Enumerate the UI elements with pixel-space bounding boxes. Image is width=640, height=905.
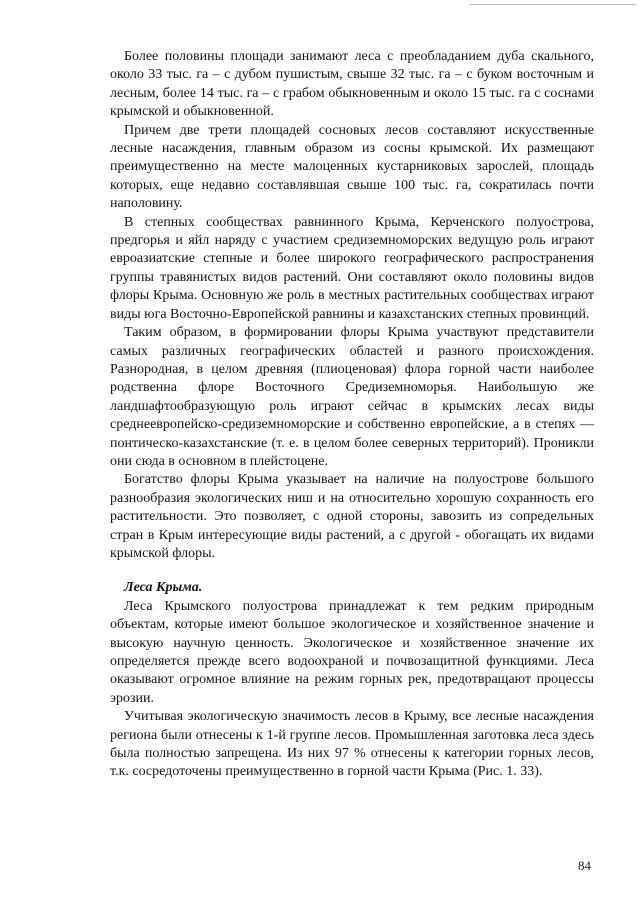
top-edge-rule xyxy=(470,4,636,5)
paragraph-oak-forests: Более половины площади занимают леса с преобладанием дуба скального, около 33 тыс. га – с дубом пушистым, свыше 32 тыс. га – с буком восточным и лесным, более 14 тыс. га – с грабом обыкновенным и около 15 тыс. га с соснами крымской и обыкновенной. xyxy=(110,49,594,120)
paragraph-forest-value: Леса Крымского полуострова принадлежат к тем редким природным объектам, которые имеют большое экологическое и хозяйственное значение и высокую научную ценность. Экологическое и хозяйственное значение их определяется прежде всего водоохраной и почвозащитной функциями. Леса оказывают огромное влияние на режим горных рек, предотвращают процессы эрозии. xyxy=(110,598,594,706)
paragraph-flora-origin: Таким образом, в формировании флоры Крыма участвуют представители самых различных географических областей и разного происхождения. Разнородная, в целом древняя (плиоценовая) флора горной части наиболее родственна флоре Восточного Средиземноморья. Наибольшую же ландшафтообразующую роль играют сейчас в крымских лесах виды среднеевропейско-средиземноморские и собственно европейские, а в степях — понтическо-казахстанские (т. е. в целом более северных территорий). Проникли они сюда в основном в плейстоцене. xyxy=(110,325,594,469)
body-text xyxy=(110,48,594,782)
paragraph-pine-plantations: Причем две трети площадей сосновых лесов составляют искусственные лесные насаждения, главным образом из сосны крымской. Их размещают преимущественно на месте малоценных кустарниковых зарослей, площадь которых, еще недавно составлявшая свыше 100 тыс. га, сократилась почти наполовину. xyxy=(110,122,594,212)
page-number: 84 xyxy=(578,858,591,873)
section-heading-forests: Леса Крыма. xyxy=(124,580,203,596)
paragraph-forest-protection: Учитывая экологическую значимость лесов в Крыму, все лесные насаждения региона были отнесены к 1-й группе лесов. Промышленная заготовка леса здесь была полностью запрещена. Из них 97 % отнесены к категории горных лесов, т.к. сосредоточены преимущественно в горной части Крыма (Рис. 1. 33). xyxy=(110,709,594,780)
paragraph-flora-richness: Богатство флоры Крыма указывает на наличие на полуострове большого разнообразия экологических ниш и на относительно хорошую сохранность его растительности. Это позволяет, с одной стороны, завозить из сопредельных стран в Крым интересующие виды растений, а с другой - обогащать их видами крымской флоры. xyxy=(110,472,594,561)
paragraph-steppe-communities: В степных сообществах равнинного Крыма, Керченского полуострова, предгорья и яйл наряду с участием средиземноморских ведущую роль играют евроазиатские степные и более широкого географического распространения группы травянистых видов растений. Они составляют около половины видов флоры Крыма. Основную же роль в местных растительных сообществах играют виды юга Восточно-Европейской равнины и казахстанских степных провинций. xyxy=(110,214,594,322)
